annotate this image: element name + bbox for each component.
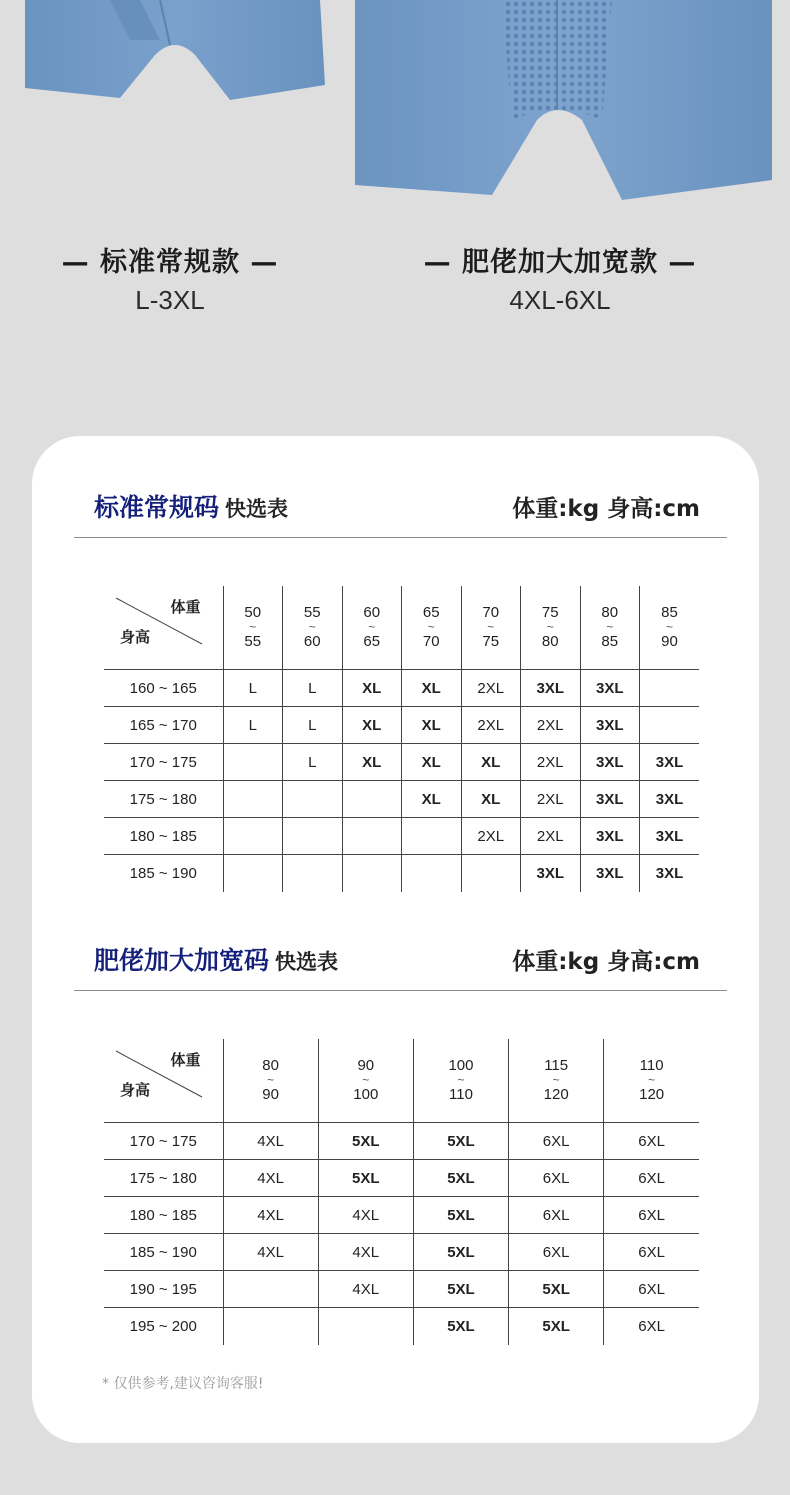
weight-range-header: 80 ~ 85 (580, 586, 640, 670)
weight-range-header: 70 ~ 75 (461, 586, 521, 670)
size-cell: 5XL (413, 1197, 508, 1234)
size-cell: L (283, 670, 343, 707)
size-cell: 3XL (640, 781, 700, 818)
height-range-cell: 165 ~ 170 (104, 707, 223, 744)
size-cell: 3XL (580, 744, 640, 781)
size-cell: 3XL (580, 707, 640, 744)
plus-caption-title: — 肥佬加大加宽款 — (423, 247, 697, 278)
size-cell: XL (461, 781, 521, 818)
table-row (104, 1160, 699, 1197)
height-header: 身高 (120, 1082, 151, 1099)
size-cell (223, 855, 283, 892)
standard-caption-title: — 标准常规款 — (61, 247, 279, 278)
standard-boxer-image (20, 0, 330, 110)
size-cell: 4XL (318, 1271, 413, 1308)
height-range-cell: 170 ~ 175 (104, 1123, 223, 1160)
weight-range-header: 65 ~ 70 (402, 586, 462, 670)
size-cell: 2XL (521, 744, 581, 781)
size-cell: 6XL (604, 1234, 699, 1271)
height-range-cell: 180 ~ 185 (104, 1197, 223, 1234)
size-cell: 2XL (461, 670, 521, 707)
size-cell: 3XL (521, 855, 581, 892)
weight-range-header: 90 ~ 100 (318, 1039, 413, 1123)
size-cell (223, 1271, 318, 1308)
size-cell: 5XL (413, 1234, 508, 1271)
table-row (104, 1197, 699, 1234)
size-cell: 4XL (223, 1123, 318, 1160)
size-cell: 6XL (509, 1234, 604, 1271)
table-row (104, 744, 699, 781)
plus-table-unit: 体重:kg 身高:cm (512, 949, 700, 975)
size-cell: 2XL (461, 707, 521, 744)
standard-table-header (74, 488, 726, 528)
size-cell: 2XL (521, 707, 581, 744)
weight-range-header: 110 ~ 120 (604, 1039, 699, 1123)
size-cell: L (283, 744, 343, 781)
plus-table-title: 肥佬加大加宽码 (94, 946, 270, 975)
height-header: 身高 (120, 629, 151, 646)
size-cell: 5XL (509, 1271, 604, 1308)
size-cell: 4XL (223, 1197, 318, 1234)
size-cell: 3XL (521, 670, 581, 707)
size-cell: 3XL (640, 744, 700, 781)
height-range-cell: 195 ~ 200 (104, 1308, 223, 1345)
size-cell: XL (342, 707, 402, 744)
height-range-cell: 170 ~ 175 (104, 744, 223, 781)
size-cell (461, 855, 521, 892)
standard-caption (40, 240, 300, 316)
height-range-cell: 180 ~ 185 (104, 818, 223, 855)
divider (74, 990, 727, 991)
plus-size-boxer-image (352, 0, 777, 205)
size-cell: XL (402, 670, 462, 707)
plus-size-table (104, 1039, 699, 1345)
plus-table-quick: 快选表 (275, 950, 339, 974)
size-cell: XL (461, 744, 521, 781)
weight-range-header: 85 ~ 90 (640, 586, 700, 670)
size-cell (283, 818, 343, 855)
table-corner (104, 586, 223, 670)
size-cell (223, 818, 283, 855)
size-cell: 2XL (521, 781, 581, 818)
size-cell: XL (402, 707, 462, 744)
size-cell: 3XL (640, 818, 700, 855)
size-cell: XL (402, 781, 462, 818)
standard-size-table (104, 586, 699, 892)
standard-table-title: 标准常规码 (94, 493, 220, 522)
size-cell (402, 818, 462, 855)
weight-range-header: 75 ~ 80 (521, 586, 581, 670)
size-cell: L (283, 707, 343, 744)
weight-range-header: 100 ~ 110 (413, 1039, 508, 1123)
size-cell (342, 781, 402, 818)
weight-header: 体重 (170, 599, 201, 616)
table-row (104, 670, 699, 707)
size-cell: 4XL (318, 1197, 413, 1234)
size-cell: 6XL (604, 1308, 699, 1345)
size-cell (223, 781, 283, 818)
size-cell (223, 1308, 318, 1345)
size-cell: 4XL (318, 1234, 413, 1271)
size-cell: L (223, 670, 283, 707)
height-range-cell: 175 ~ 180 (104, 1160, 223, 1197)
size-cell: 6XL (604, 1123, 699, 1160)
height-range-cell: 160 ~ 165 (104, 670, 223, 707)
size-cell: 4XL (223, 1234, 318, 1271)
table-row (104, 1271, 699, 1308)
size-cell: 2XL (521, 818, 581, 855)
weight-range-header: 115 ~ 120 (509, 1039, 604, 1123)
size-cell: XL (402, 744, 462, 781)
size-cell: 6XL (509, 1197, 604, 1234)
weight-range-header: 55 ~ 60 (283, 586, 343, 670)
size-cell: 6XL (509, 1160, 604, 1197)
size-cell (342, 855, 402, 892)
size-cell (283, 855, 343, 892)
weight-range-header: 50 ~ 55 (223, 586, 283, 670)
size-cell: 5XL (413, 1160, 508, 1197)
size-chart-card (32, 436, 759, 1443)
size-cell: 3XL (580, 670, 640, 707)
table-row (104, 1123, 699, 1160)
size-cell: 5XL (318, 1123, 413, 1160)
size-cell: 3XL (580, 781, 640, 818)
size-cell (283, 781, 343, 818)
table-row (104, 1308, 699, 1345)
size-cell (640, 670, 700, 707)
reference-note: * 仅供参考,建议咨询客服! (102, 1376, 264, 1392)
size-cell: 5XL (413, 1123, 508, 1160)
size-cell: 2XL (461, 818, 521, 855)
size-cell (318, 1308, 413, 1345)
table-row (104, 707, 699, 744)
divider (74, 537, 727, 538)
size-cell (342, 818, 402, 855)
height-range-cell: 190 ~ 195 (104, 1271, 223, 1308)
plus-caption (400, 240, 720, 316)
table-corner (104, 1039, 223, 1123)
standard-table-quick: 快选表 (225, 497, 289, 521)
size-cell: XL (342, 744, 402, 781)
size-cell: 5XL (413, 1271, 508, 1308)
size-cell: 3XL (580, 855, 640, 892)
size-cell (223, 744, 283, 781)
table-row (104, 1234, 699, 1271)
table-row (104, 818, 699, 855)
table-row (104, 855, 699, 892)
weight-range-header: 60 ~ 65 (342, 586, 402, 670)
height-range-cell: 175 ~ 180 (104, 781, 223, 818)
size-cell: 5XL (413, 1308, 508, 1345)
standard-table-unit: 体重:kg 身高:cm (512, 496, 700, 522)
size-cell: 5XL (509, 1308, 604, 1345)
height-range-cell: 185 ~ 190 (104, 1234, 223, 1271)
size-cell: XL (342, 670, 402, 707)
size-cell: 5XL (318, 1160, 413, 1197)
size-cell: 3XL (640, 855, 700, 892)
size-cell (402, 855, 462, 892)
weight-header: 体重 (170, 1052, 201, 1069)
size-cell (640, 707, 700, 744)
height-range-cell: 185 ~ 190 (104, 855, 223, 892)
table-row (104, 781, 699, 818)
plus-caption-sizes: 4XL-6XL (509, 285, 611, 315)
size-cell: 6XL (604, 1271, 699, 1308)
size-cell: 3XL (580, 818, 640, 855)
standard-caption-sizes: L-3XL (135, 285, 205, 315)
weight-range-header: 80 ~ 90 (223, 1039, 318, 1123)
size-cell: 4XL (223, 1160, 318, 1197)
size-cell: 6XL (604, 1197, 699, 1234)
size-cell: 6XL (604, 1160, 699, 1197)
size-cell: L (223, 707, 283, 744)
plus-table-header (74, 941, 726, 981)
size-cell: 6XL (509, 1123, 604, 1160)
